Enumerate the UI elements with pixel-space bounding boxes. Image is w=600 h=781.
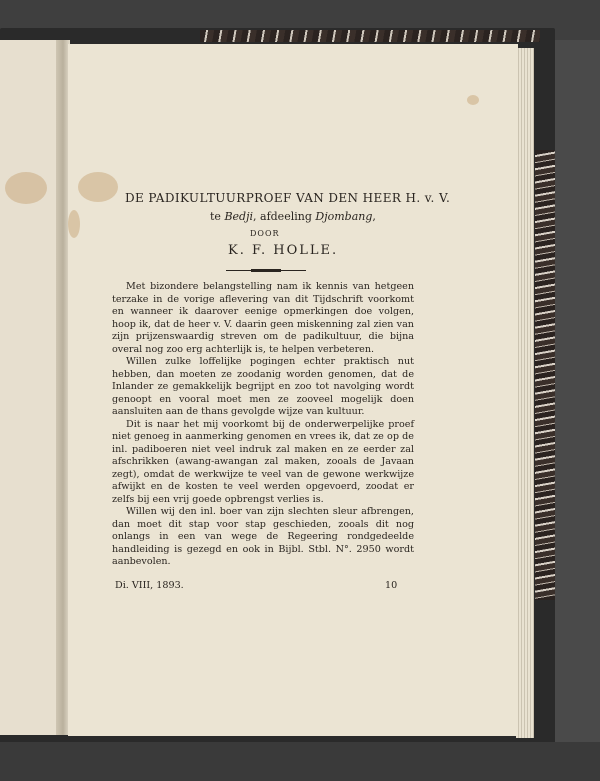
paragraph: Dit is naar het mij voorkomt bij de onderwerpelijke proef niet genoeg in aanmerking genomen en vrees ik, dat ze op de inl. padiboeren niet veel indruk zal maken en ze eerder zal afschrikken (awang-awangan zal maken, zooals de Javaan zegt), omdat de werkwijze te veel van de gewone werkwijze afwijkt en de kosten te veel werden opgevoerd, zoodat er zelfs bij een vrij goede opbrengst verlies is. bbox=[112, 418, 414, 505]
page-number: 10 bbox=[385, 580, 398, 591]
article-body bbox=[112, 281, 414, 569]
article-title: DE PADIKULTUURPROEF VAN DEN HEER H. v. V. bbox=[125, 191, 451, 205]
subtitle-suffix: , bbox=[372, 210, 376, 223]
paper-stain bbox=[467, 95, 479, 105]
byline-prefix: DOOR bbox=[250, 229, 280, 238]
subtitle-prefix: te bbox=[210, 210, 221, 223]
marbled-edge-side bbox=[535, 150, 555, 600]
article-author: K. F. HOLLE. bbox=[228, 243, 339, 258]
scan-background-bottom bbox=[0, 742, 600, 781]
paragraph: Willen wij den inl. boer van zijn slechten sleur afbrengen, dan moet dit stap voor stap geschieden, zooals dit nog onlangs in een van wege de Regeering rondgedeelde handleiding is gezegd en ook in Bijbl. Stbl. N°. 2950 wordt aanbevolen. bbox=[112, 506, 414, 567]
subtitle-place: Bedji bbox=[224, 210, 254, 223]
paper-stain bbox=[68, 210, 80, 238]
paragraph: Willen zulke loffelijke pogingen echter praktisch nut hebben, dan moeten ze zoodanig worden genomen, dat de Inlander ze gemakkelijk begrijpt en zoo tot navolging wordt genoopt en vooral moet men ze zooveel mogelijk doen aansluiten aan de thans gevolgde wijze van kultuur. bbox=[112, 356, 414, 417]
subtitle-region: Djombang bbox=[315, 210, 373, 223]
page-edges bbox=[516, 48, 534, 738]
subtitle-mid: , afdeeling bbox=[253, 210, 312, 223]
paper-stain bbox=[5, 172, 47, 204]
volume-line: Di. VIII, 1893. bbox=[115, 580, 184, 591]
paper-stain bbox=[78, 172, 118, 202]
article-subtitle bbox=[210, 210, 376, 223]
left-page bbox=[0, 40, 62, 735]
marbled-edge-top bbox=[200, 30, 540, 42]
paragraph: Met bizondere belangstelling nam ik kennis van hetgeen terzake in de vorige aflevering van dit Tijdschrift voorkomt en wanneer ik daarover eenige opmerkingen doe volgen, hoop ik, dat de heer v. V. daarin geen miskenning zal zien van zijn prijzenswaardig streven om de padikultuur, die bijna overal nog zoo erg achterlijk is, te helpen verbeteren. bbox=[112, 281, 414, 355]
title-divider bbox=[226, 270, 306, 271]
